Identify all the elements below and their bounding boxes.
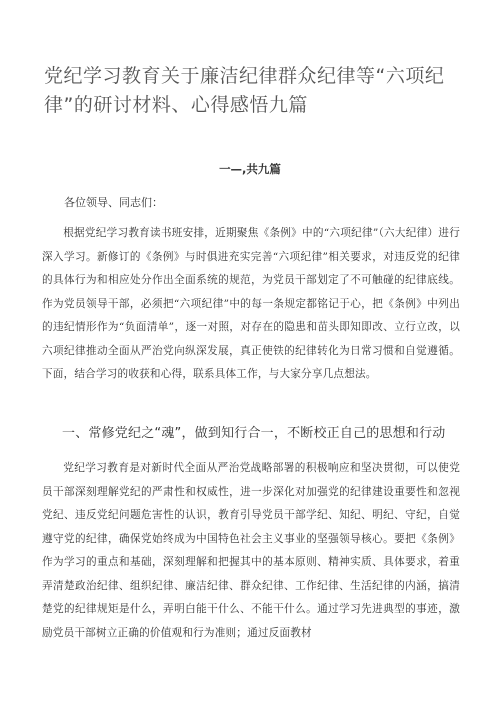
- body-paragraph-2: 党纪学习教育是对新时代全面从严治党战略部署的积极响应和坚决贯彻，可以使党员干部深刻理解党纪的严肃性和权威性，进一步深化对加强党的纪律建设重要性和忽视党纪、违反党纪问题危害性的认识，教育引导党员干部学纪、知纪、明纪、守纪，自觉遵守党的纪律，确保党始终成为中国特色社会主义事业的坚强领导核心。要把《条例》作为学习的重点和基础，深刻理解和把握其中的基本原则、精神实质、具体要求，着重弄清楚政治纪律、组织纪律、廉洁纪律、群众纪律、工作纪律、生活纪律的内涵，搞清楚党的纪律规矩是什么，弄明白能干什么、不能干什么。通过学习先进典型的事迹，激励党员干部树立正确的价值观和行为准则；通过反面教材: [42, 462, 460, 639]
- section-heading-1: 一、常修党纪之“魂”，做到知行合一，不断校正自己的思想和行动: [62, 426, 446, 441]
- body-paragraph-1: 根据党纪学习教育读书班安排，近期聚焦《条例》中的“六项纪律”（六大纪律）进行深入学习。新修订的《条例》与时俱进充实完善“六项纪律”相关要求，对违反党的纪律的具体行为和相应处分作出全面系统的规范，为党员干部划定了不可触碰的纪律底线。作为党员领导干部，必须把“六项纪律”中的每一条规定都铭记于心，把《条例》中列出的违纪情形作为“负面清单”，逐一对照，对存在的隐患和苗头即知即改、立行立改，以六项纪律推动全面从严治党向纵深发展，真正使铁的纪律转化为日常习惯和自觉遵循。下面，结合学习的收获和心得，联系具体工作，与大家分享几点想法。: [42, 227, 460, 380]
- document-title: 党纪学习教育关于廉洁纪律群众纪律等“六项纪律”的研讨材料、心得感悟九篇: [44, 65, 445, 116]
- document-subtitle: 一—,共九篇: [219, 162, 281, 176]
- salutation: 各位领导、同志们：: [64, 196, 163, 209]
